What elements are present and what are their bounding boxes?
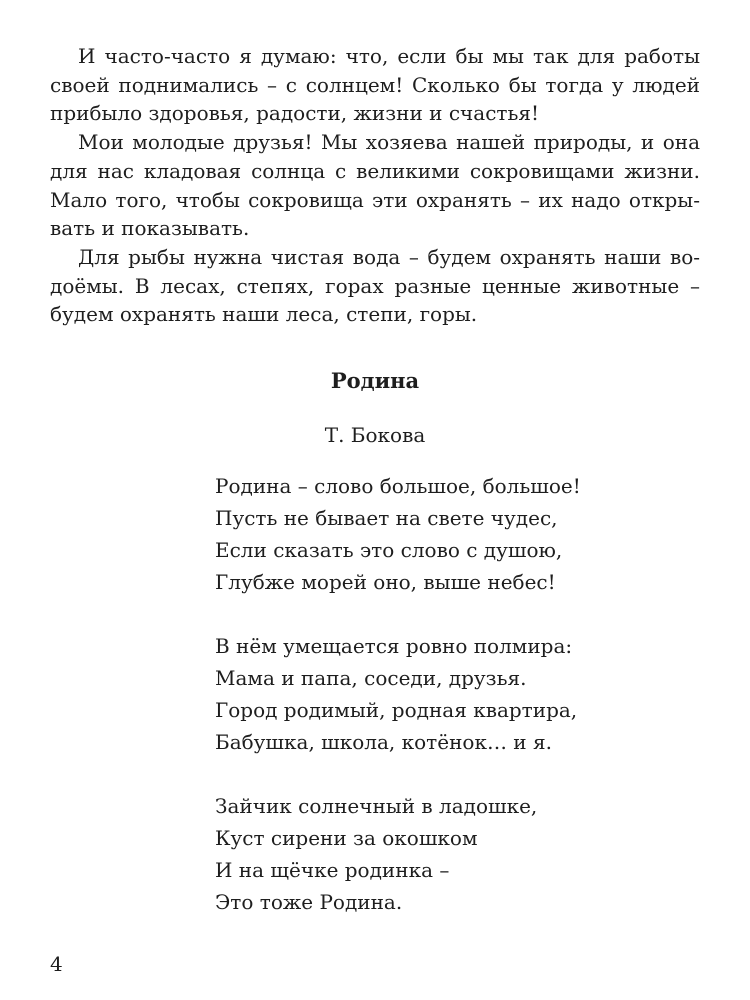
prose-block xyxy=(50,42,700,329)
poem-line: Пусть не бывает на свете чудес, xyxy=(215,506,558,530)
poem-line: Бабушка, школа, котёнок… и я. xyxy=(215,730,552,754)
paragraph xyxy=(50,128,700,243)
text-line: прибыло здоровья, радости, жизни и счастья! xyxy=(50,101,540,126)
text-line: вать и показывать. xyxy=(50,216,250,241)
text-line: И часто-часто я думаю: что, если бы мы так для работы xyxy=(78,44,700,68)
text-line: Для рыбы нужна чистая вода – будем охранять наши во- xyxy=(78,244,700,269)
poem-line: Мама и папа, соседи, друзья. xyxy=(215,666,527,690)
stanza xyxy=(215,470,581,598)
poem-body xyxy=(215,470,581,950)
poem-line: Родина – слово большое, большое! xyxy=(215,474,581,498)
poem-line: Куст сирени за окошком xyxy=(215,826,478,850)
poem-line: В нём умещается ровно полмира: xyxy=(215,634,573,658)
poem-line: Это тоже Родина. xyxy=(215,890,403,914)
text-line: будем охранять наши леса, степи, горы. xyxy=(50,302,478,327)
text-line: Мои молодые друзья! Мы хозяева нашей природы, и она xyxy=(78,130,700,155)
poem-line: Город родимый, родная квартира, xyxy=(215,698,578,722)
text-line: Мало того, чтобы сокровища эти охранять – их надо откры- xyxy=(50,187,700,212)
poem-line: Зайчик солнечный в ладошке, xyxy=(215,794,538,818)
poem-title: Родина xyxy=(330,368,420,393)
poem-line: Глубже морей оно, выше небес! xyxy=(215,570,556,594)
text-line: для нас кладовая солнца с великими сокровищами жизни. xyxy=(50,158,700,183)
text-line: доёмы. В лесах, степях, горах разные ценные животные – xyxy=(50,273,700,298)
stanza xyxy=(215,790,581,918)
stanza xyxy=(215,630,581,758)
paragraph xyxy=(50,42,700,128)
text-line: своей поднимались – с солнцем! Сколько бы тогда у людей xyxy=(50,72,700,97)
poem-line: И на щёчке родинка – xyxy=(215,858,450,882)
page-number: 4 xyxy=(50,952,63,976)
poem-line: Если сказать это слово с душою, xyxy=(215,538,563,562)
poem-author: Т. Бокова xyxy=(324,423,426,447)
paragraph xyxy=(50,243,700,329)
